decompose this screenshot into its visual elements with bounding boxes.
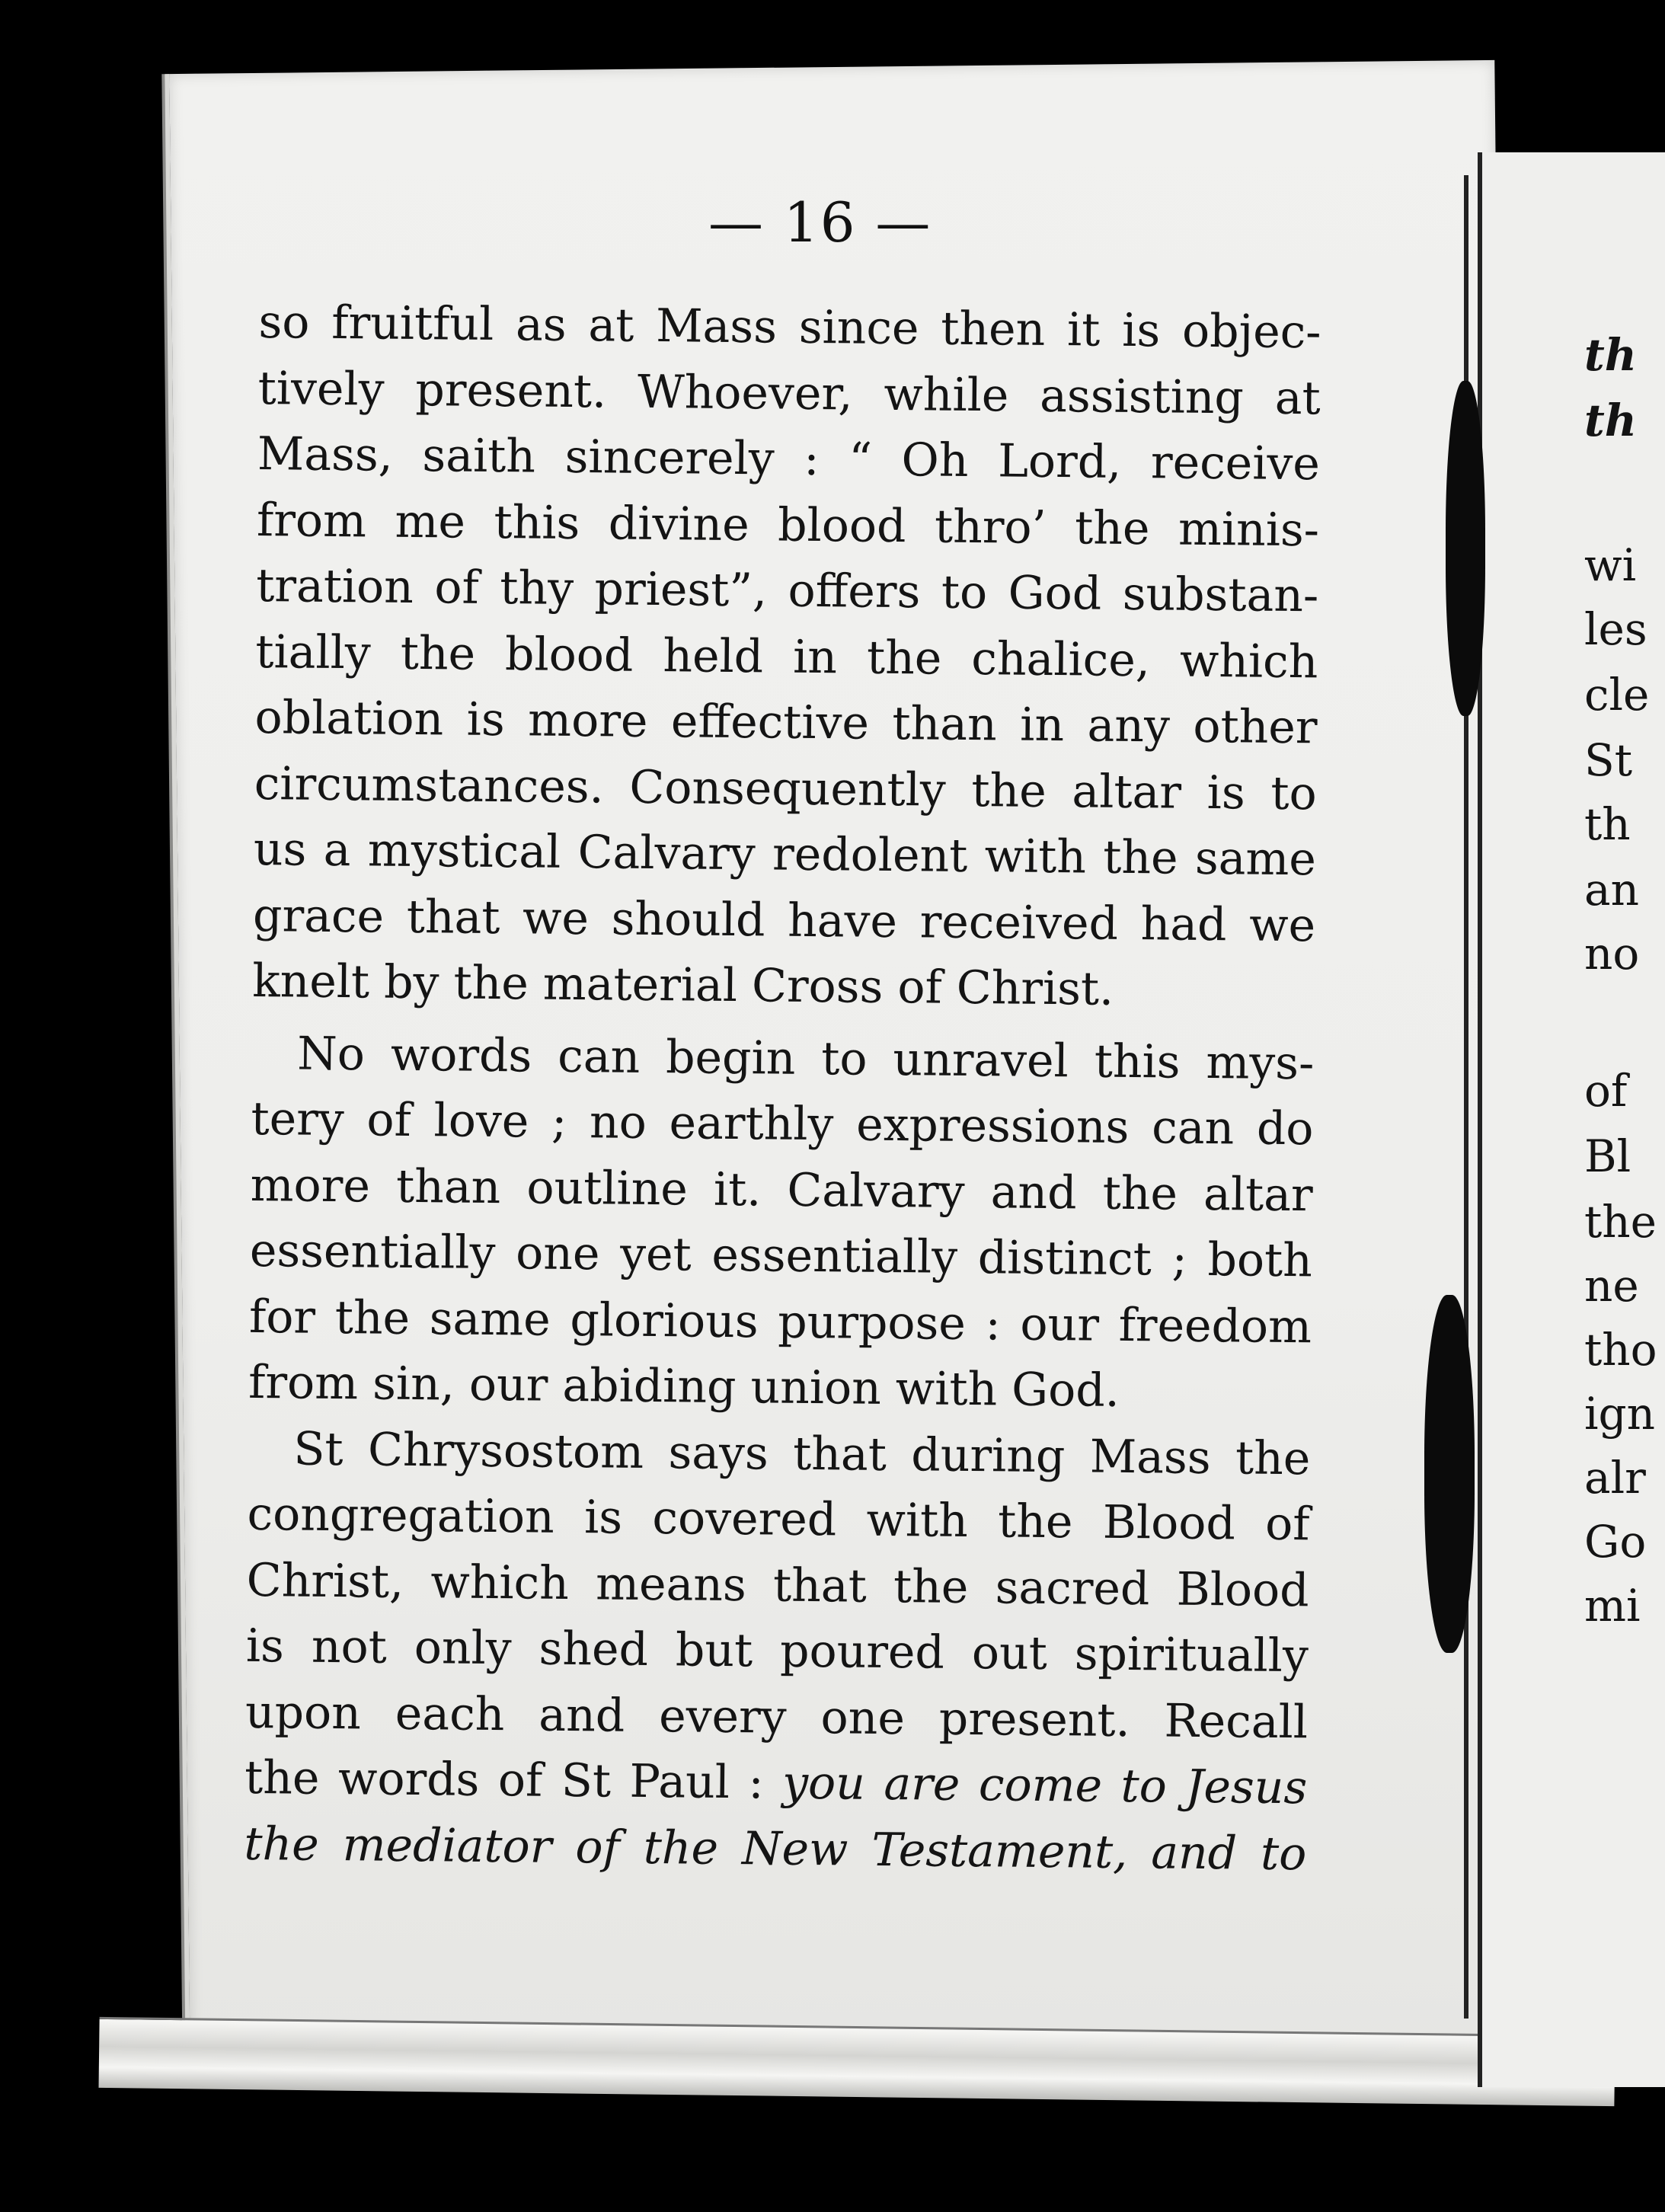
text-line: Mass, saith sincerely : “ Oh Lord, receive xyxy=(257,427,1321,491)
scripture-quote: you are come to Jesus xyxy=(781,1756,1308,1815)
right-fragment: th xyxy=(1584,798,1631,850)
text-line-final xyxy=(244,1811,1307,1887)
right-fragment: of xyxy=(1584,1065,1628,1117)
text-line: No words can begin to unravel this mys- xyxy=(297,1027,1315,1090)
text-line: tery of love ; no earthly expressions can do xyxy=(251,1092,1314,1156)
text-line: more than outline it. Calvary and the altar xyxy=(250,1158,1313,1222)
text-line: tially the blood held in the chalice, which xyxy=(255,625,1318,689)
text-line: upon each and every one present. Recall xyxy=(244,1685,1309,1749)
binding-stitch-upper xyxy=(1446,381,1485,716)
body-text xyxy=(244,289,1321,1887)
text-line: is not only shed but poured out spiritually xyxy=(245,1619,1309,1683)
text-run: the words of St Paul : xyxy=(244,1750,783,1810)
text-line-mixed xyxy=(244,1745,1308,1821)
right-fragment: Go xyxy=(1584,1516,1647,1568)
text-line: grace that we should have received had we xyxy=(252,888,1316,952)
right-fragment: th xyxy=(1584,329,1637,381)
text-line: congregation is covered with the Blood of xyxy=(247,1487,1310,1552)
text-run: , and to xyxy=(1112,1825,1307,1881)
text-line: tively present. Whoever, while assisting at xyxy=(257,361,1321,425)
right-fragment: ign xyxy=(1584,1388,1656,1440)
text-line: knelt by the material Cross of Christ. xyxy=(251,954,1114,1016)
text-line: oblation is more effective than in any other xyxy=(254,690,1318,755)
text-line: essentially one yet essentially distinct ; both xyxy=(249,1223,1313,1288)
right-fragment: mi xyxy=(1584,1580,1641,1632)
right-fragment: St xyxy=(1584,734,1633,786)
text-line: from me this divine blood thro’ the minis- xyxy=(256,493,1320,557)
right-page xyxy=(1478,152,1665,2087)
text-line: us a mystical Calvary redolent with the same xyxy=(253,822,1317,887)
text-line: St Chrysostom says that during Mass the xyxy=(293,1422,1311,1485)
scripture-quote: the mediator of the xyxy=(244,1817,743,1875)
right-fragment: alr xyxy=(1584,1452,1646,1504)
scripture-quote: New Testament xyxy=(741,1821,1114,1879)
right-fragment: ne xyxy=(1584,1260,1639,1312)
binding-stitch-lower xyxy=(1424,1295,1475,1653)
right-fragment: an xyxy=(1584,864,1639,916)
page-number: — 16 — xyxy=(708,190,932,254)
right-fragment: the xyxy=(1584,1196,1657,1248)
right-fragment: tho xyxy=(1584,1324,1657,1376)
right-fragment: no xyxy=(1584,928,1640,980)
text-line: tration of thy priest”, offers to God substan- xyxy=(255,558,1319,623)
right-fragment: les xyxy=(1584,603,1647,655)
right-fragment: th xyxy=(1584,395,1637,446)
right-fragment: Bl xyxy=(1584,1130,1631,1182)
text-line: so fruitful as at Mass since then it is objec- xyxy=(258,295,1321,360)
right-fragment: cle xyxy=(1584,669,1650,721)
text-line: circumstances. Consequently the altar is to xyxy=(254,756,1318,820)
right-fragment: wi xyxy=(1584,539,1637,591)
text-line: for the same glorious purpose : our freedom xyxy=(248,1290,1312,1354)
text-line: Christ, which means that the sacred Blood xyxy=(246,1553,1310,1617)
text-line: from sin, our abiding union with God. xyxy=(248,1355,1120,1418)
